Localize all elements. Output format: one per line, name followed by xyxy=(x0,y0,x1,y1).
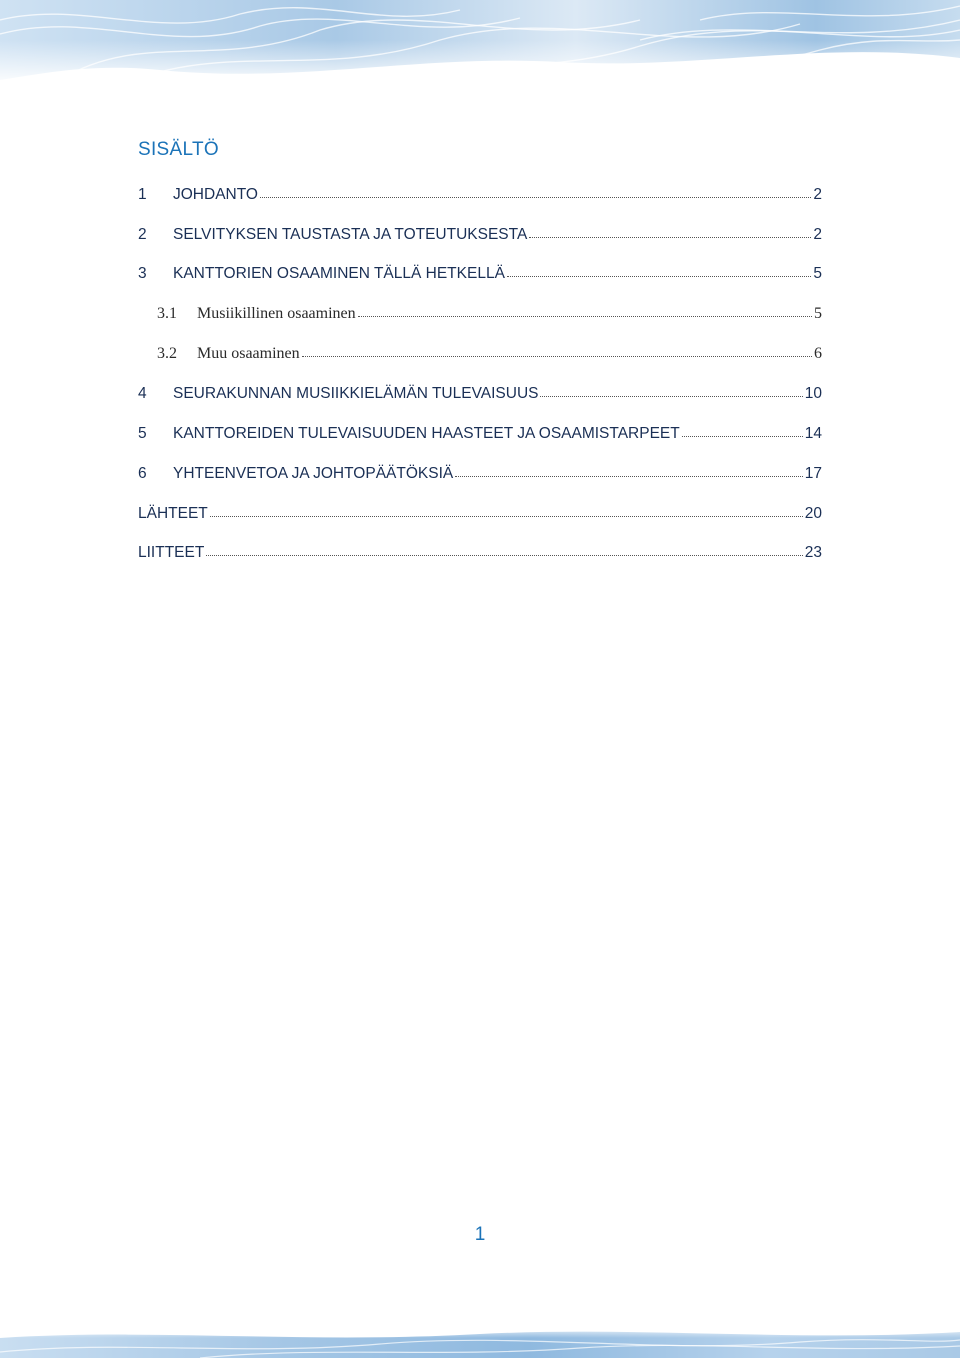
toc-entry-page: 6 xyxy=(814,345,822,362)
toc-entry-number: 4 xyxy=(138,385,147,402)
toc-dot-leader xyxy=(507,266,811,278)
toc-entry-title: LIITTEET xyxy=(138,544,205,561)
toc-dot-leader xyxy=(682,426,803,438)
toc-heading: SISÄLTÖ xyxy=(138,139,219,160)
toc-entry-page: 23 xyxy=(804,544,822,561)
toc-entry-title: Musiikillinen osaaminen xyxy=(197,305,356,322)
toc-entry-number: 5 xyxy=(138,425,147,442)
toc-entry[interactable] xyxy=(138,463,822,485)
toc-entry-page: 5 xyxy=(813,265,822,282)
toc-dot-leader xyxy=(206,545,802,557)
toc-entry[interactable] xyxy=(138,503,822,525)
toc-entry[interactable] xyxy=(138,303,822,325)
toc-dot-leader xyxy=(358,306,812,318)
toc-entry-title: YHTEENVETOA JA JOHTOPÄÄTÖKSIÄ xyxy=(173,465,454,482)
toc-entry[interactable] xyxy=(138,383,822,405)
toc-entry-number: 3 xyxy=(138,265,147,282)
toc-entry-title: SELVITYKSEN TAUSTASTA JA TOTEUTUKSESTA xyxy=(173,226,528,243)
toc-entry-number: 6 xyxy=(138,465,147,482)
toc-dot-leader xyxy=(302,346,812,358)
toc-entry-page: 14 xyxy=(804,425,822,442)
toc-entry-page: 5 xyxy=(814,305,822,322)
toc-entry-number: 2 xyxy=(138,226,147,243)
toc-entry-number: 1 xyxy=(138,186,147,203)
toc-dot-leader xyxy=(210,506,803,518)
toc-entry-page: 10 xyxy=(804,385,822,402)
toc-entry[interactable] xyxy=(138,224,822,246)
toc-entry-title: Muu osaaminen xyxy=(197,345,300,362)
toc-entry-page: 17 xyxy=(804,465,822,482)
toc-entry-title: LÄHTEET xyxy=(138,505,208,522)
toc-dot-leader xyxy=(260,187,811,199)
footer-wave-banner xyxy=(0,1326,960,1358)
toc-dot-leader xyxy=(529,227,811,239)
toc-entry[interactable] xyxy=(138,423,822,445)
toc-entry-number: 3.1 xyxy=(157,305,177,322)
toc-entry-page: 2 xyxy=(813,226,822,243)
toc-dot-leader xyxy=(455,466,803,478)
header-wave-banner xyxy=(0,0,960,86)
toc-entry[interactable] xyxy=(138,343,822,365)
toc-entry-title: JOHDANTO xyxy=(173,186,258,203)
toc-entry-page: 20 xyxy=(804,505,822,522)
toc-entry-number: 3.2 xyxy=(157,345,177,362)
toc-entry[interactable] xyxy=(138,542,822,564)
toc-entry-title: SEURAKUNNAN MUSIIKKIELÄMÄN TULEVAISUUS xyxy=(173,385,539,402)
toc-entry-title: KANTTOREIDEN TULEVAISUUDEN HAASTEET JA OSAAMISTARPEET xyxy=(173,425,680,442)
toc-entry[interactable] xyxy=(138,184,822,206)
toc-entry-page: 2 xyxy=(813,186,822,203)
toc-dot-leader xyxy=(540,386,802,398)
toc-entry[interactable] xyxy=(138,263,822,285)
page-number: 1 xyxy=(474,1224,486,1245)
toc-entry-title: KANTTORIEN OSAAMINEN TÄLLÄ HETKELLÄ xyxy=(173,265,505,282)
